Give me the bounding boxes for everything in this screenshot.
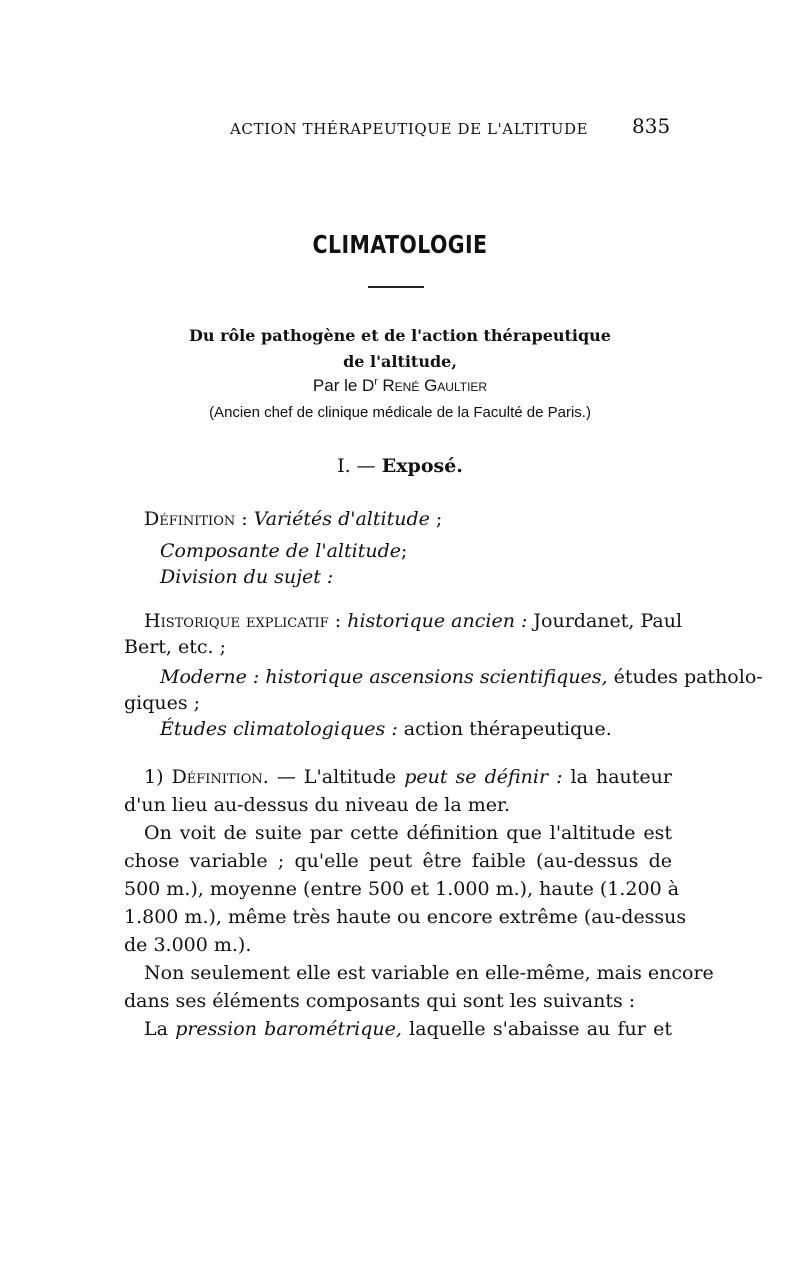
outline-historique-cont: Bert, etc. ; bbox=[124, 636, 227, 658]
etudes-rest: action thérapeutique. bbox=[397, 718, 612, 740]
section-title: CLIMATOLOGIE bbox=[312, 230, 488, 259]
paragraph-2-line4: 1.800 m.), même très haute ou encore extrême (au-dessus bbox=[124, 906, 687, 928]
paragraph-2-line3: 500 m.), moyenne (entre 500 et 1.000 m.), haute (1.200 à bbox=[124, 878, 680, 900]
part-label: Exposé. bbox=[381, 455, 463, 477]
part-heading bbox=[0, 455, 800, 477]
byline-prefix: Par le D bbox=[312, 376, 375, 395]
p1-label: Définition. bbox=[171, 766, 269, 788]
paragraph-2-line1: On voit de suite par cette définition que l'altitude est bbox=[144, 822, 672, 844]
p4-text-a: La bbox=[144, 1018, 176, 1040]
paragraph-1-line2: d'un lieu au-dessus du niveau de la mer. bbox=[124, 794, 511, 816]
title-divider bbox=[368, 286, 424, 288]
paragraph-2-line2: chose variable ; qu'elle peut être faible (au-dessus de bbox=[124, 850, 672, 872]
p4-italic: pression barométrique, bbox=[175, 1018, 402, 1040]
part-numeral: I. — bbox=[337, 455, 376, 477]
outline-division bbox=[160, 566, 708, 588]
byline-superscript: r bbox=[374, 376, 378, 388]
p1-text-b: la hauteur bbox=[562, 766, 672, 788]
paragraph-1-line1 bbox=[144, 766, 672, 788]
etudes-label: Études climatologiques : bbox=[160, 718, 398, 740]
outline-moderne bbox=[160, 666, 763, 688]
paragraph-3-line1: Non seulement elle est variable en elle-même, mais encore bbox=[144, 962, 714, 984]
p4-text-b: laquelle s'abaisse au fur et bbox=[401, 1018, 672, 1040]
outline-definition: Définition : Variétés d'altitude ; bbox=[144, 508, 443, 530]
author-byline bbox=[0, 376, 800, 396]
definition-item2: Composante de l'altitude bbox=[160, 540, 401, 562]
article-title-line1: Du rôle pathogène et de l'action thérapeutique bbox=[189, 326, 611, 345]
paragraph-2-line5: de 3.000 m.). bbox=[124, 934, 252, 956]
outline-historique: Historique explicatif : historique ancien : Jourdanet, Paul bbox=[144, 610, 683, 632]
definition-item1: Variétés d'altitude bbox=[253, 508, 430, 530]
definition-item3: Division du sujet : bbox=[160, 566, 334, 588]
outline-composante: Composante de l'altitude; bbox=[160, 540, 408, 562]
outline-moderne-cont: giques ; bbox=[124, 692, 201, 714]
moderne-label: Moderne : historique ascensions scientifiques, bbox=[160, 666, 608, 688]
p1-number: 1) bbox=[144, 766, 164, 788]
p1-italic: peut se définir : bbox=[404, 766, 563, 788]
moderne-rest: études patholo- bbox=[607, 666, 763, 688]
outline-etudes bbox=[160, 718, 708, 740]
author-affiliation: (Ancien chef de clinique médicale de la Faculté de Paris.) bbox=[209, 404, 591, 421]
historique-label: Historique explicatif bbox=[144, 610, 329, 632]
p1-text-a: — L'altitude bbox=[268, 766, 405, 788]
paragraph-3-line2: dans ses éléments composants qui sont les suivants : bbox=[124, 990, 636, 1012]
running-header-title: ACTION THÉRAPEUTIQUE DE L'ALTITUDE bbox=[230, 120, 589, 138]
paragraph-4-line1 bbox=[144, 1018, 672, 1040]
historique-italic: historique ancien : bbox=[347, 610, 528, 632]
historique-rest: Jourdanet, Paul bbox=[527, 610, 683, 632]
author-name: René Gaultier bbox=[382, 376, 488, 395]
page-number: 835 bbox=[632, 114, 671, 138]
article-title-line2: de l'altitude, bbox=[343, 352, 457, 371]
definition-label: Définition bbox=[144, 508, 236, 530]
